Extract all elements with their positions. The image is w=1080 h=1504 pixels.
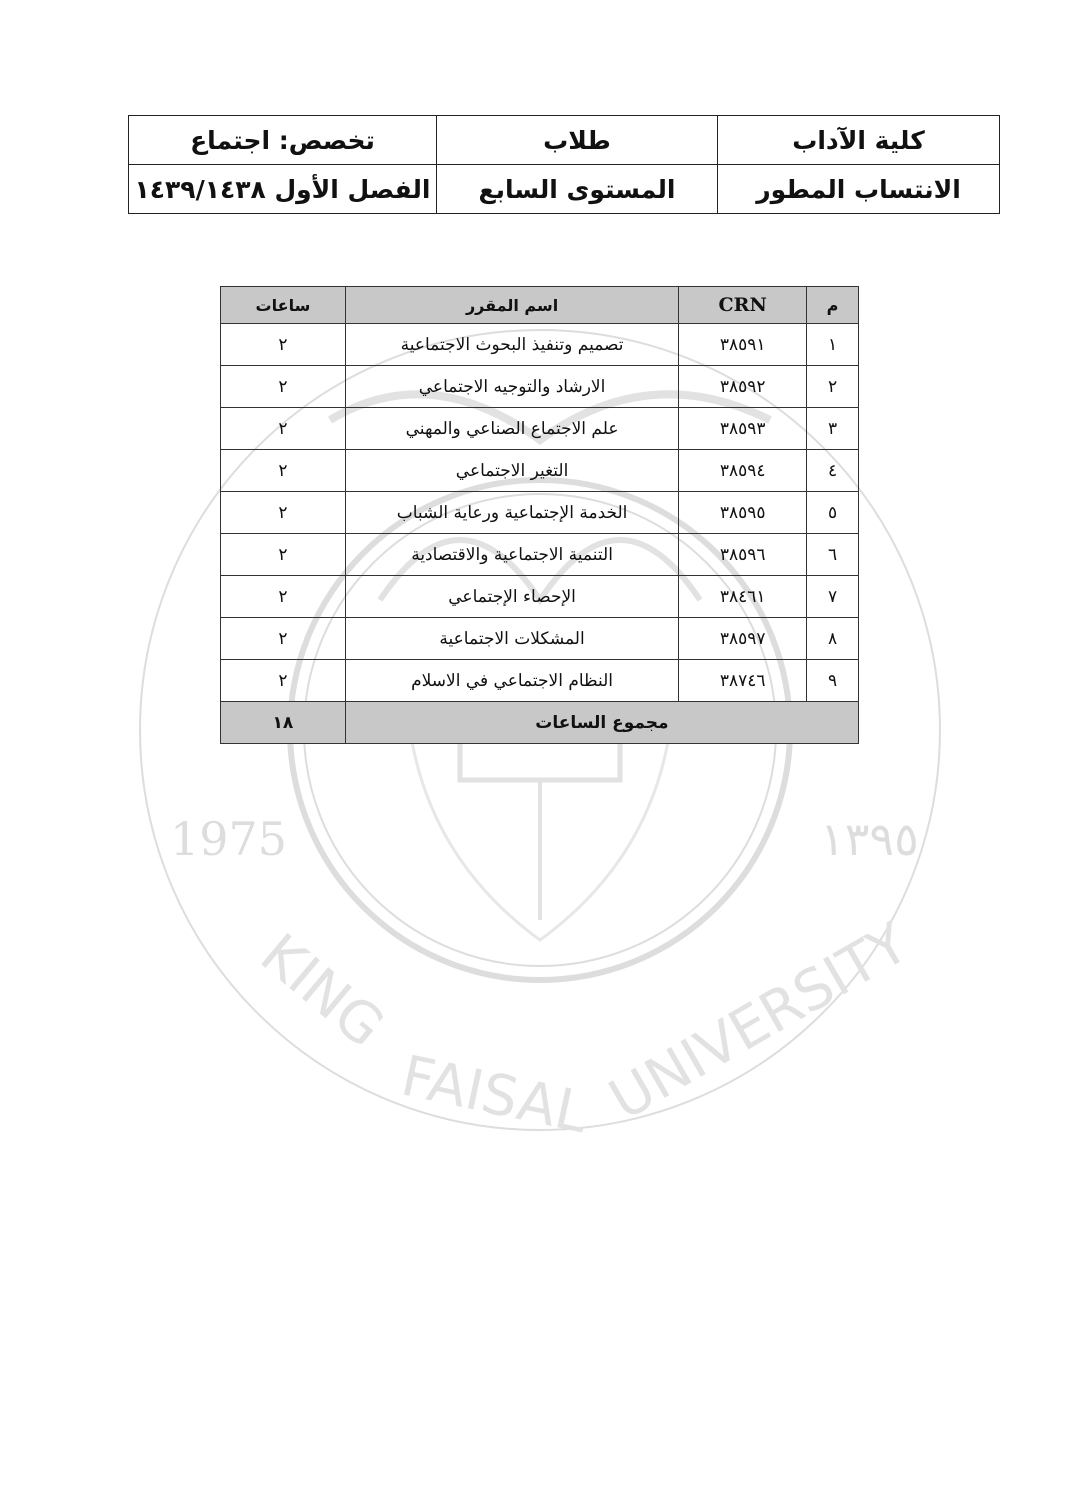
- cell-course-name: التغير الاجتماعي: [345, 450, 678, 492]
- cell-crn: ٣٨٥٩٤: [679, 450, 807, 492]
- major-label: تخصص: اجتماع: [129, 116, 437, 165]
- cell-course-name: النظام الاجتماعي في الاسلام: [345, 660, 678, 702]
- cell-course-name: تصميم وتنفيذ البحوث الاجتماعية: [345, 324, 678, 366]
- column-header-crn: CRN: [679, 287, 807, 324]
- cell-crn: ٣٨٥٩٣: [679, 408, 807, 450]
- table-row: [221, 660, 859, 702]
- table-row: [221, 324, 859, 366]
- cell-course-name: المشكلات الاجتماعية: [345, 618, 678, 660]
- cell-crn: ٣٨٥٩٦: [679, 534, 807, 576]
- table-row: [221, 534, 859, 576]
- total-hours: ١٨: [221, 702, 346, 744]
- semester-label: الفصل الأول ١٤٣٩/١٤٣٨: [129, 165, 437, 214]
- table-row: [221, 576, 859, 618]
- cell-crn: ٣٨٥٩٢: [679, 366, 807, 408]
- cell-number: ٨: [807, 618, 859, 660]
- table-row: [221, 450, 859, 492]
- cell-crn: ٣٨٥٩١: [679, 324, 807, 366]
- table-row: [221, 492, 859, 534]
- table-row: [221, 618, 859, 660]
- cell-number: ٤: [807, 450, 859, 492]
- total-row: [221, 702, 859, 744]
- courses-header-row: [221, 287, 859, 324]
- header-row-2: [129, 165, 1000, 214]
- cell-number: ٣: [807, 408, 859, 450]
- seal-text-king: KING: [248, 921, 396, 1061]
- header-info-table: [128, 115, 1000, 214]
- program-name: الانتساب المطور: [718, 165, 1000, 214]
- cell-hours: ٢: [221, 492, 346, 534]
- column-header-hours: ساعات: [221, 287, 346, 324]
- cell-hours: ٢: [221, 324, 346, 366]
- cell-crn: ٣٨٤٦١: [679, 576, 807, 618]
- cell-course-name: التنمية الاجتماعية والاقتصادية: [345, 534, 678, 576]
- cell-number: ١: [807, 324, 859, 366]
- courses-body: [221, 324, 859, 702]
- cell-hours: ٢: [221, 534, 346, 576]
- cell-crn: ٣٨٧٤٦: [679, 660, 807, 702]
- cell-crn: ٣٨٥٩٧: [679, 618, 807, 660]
- cell-hours: ٢: [221, 660, 346, 702]
- cell-number: ٥: [807, 492, 859, 534]
- cell-number: ٦: [807, 534, 859, 576]
- cell-hours: ٢: [221, 450, 346, 492]
- seal-text-university: UNIVERSITY: [598, 910, 920, 1134]
- level-label: المستوى السابع: [437, 165, 718, 214]
- cell-hours: ٢: [221, 576, 346, 618]
- table-row: [221, 366, 859, 408]
- cell-crn: ٣٨٥٩٥: [679, 492, 807, 534]
- seal-text-faisal: FAISAL: [395, 1043, 594, 1147]
- cell-number: ٧: [807, 576, 859, 618]
- students-label: طلاب: [437, 116, 718, 165]
- cell-number: ٢: [807, 366, 859, 408]
- cell-number: ٩: [807, 660, 859, 702]
- column-header-number: م: [807, 287, 859, 324]
- college-name: كلية الآداب: [718, 116, 1000, 165]
- cell-course-name: الخدمة الإجتماعية ورعاية الشباب: [345, 492, 678, 534]
- seal-year-right: ١٣٩٥: [820, 812, 919, 866]
- cell-course-name: الارشاد والتوجيه الاجتماعي: [345, 366, 678, 408]
- seal-year-left: 1975: [170, 812, 288, 866]
- cell-hours: ٢: [221, 366, 346, 408]
- cell-hours: ٢: [221, 618, 346, 660]
- cell-hours: ٢: [221, 408, 346, 450]
- column-header-course-name: اسم المقرر: [345, 287, 678, 324]
- cell-course-name: علم الاجتماع الصناعي والمهني: [345, 408, 678, 450]
- table-row: [221, 408, 859, 450]
- cell-course-name: الإحصاء الإجتماعي: [345, 576, 678, 618]
- total-label: مجموع الساعات: [345, 702, 858, 744]
- header-row-1: [129, 116, 1000, 165]
- courses-table: [220, 286, 859, 744]
